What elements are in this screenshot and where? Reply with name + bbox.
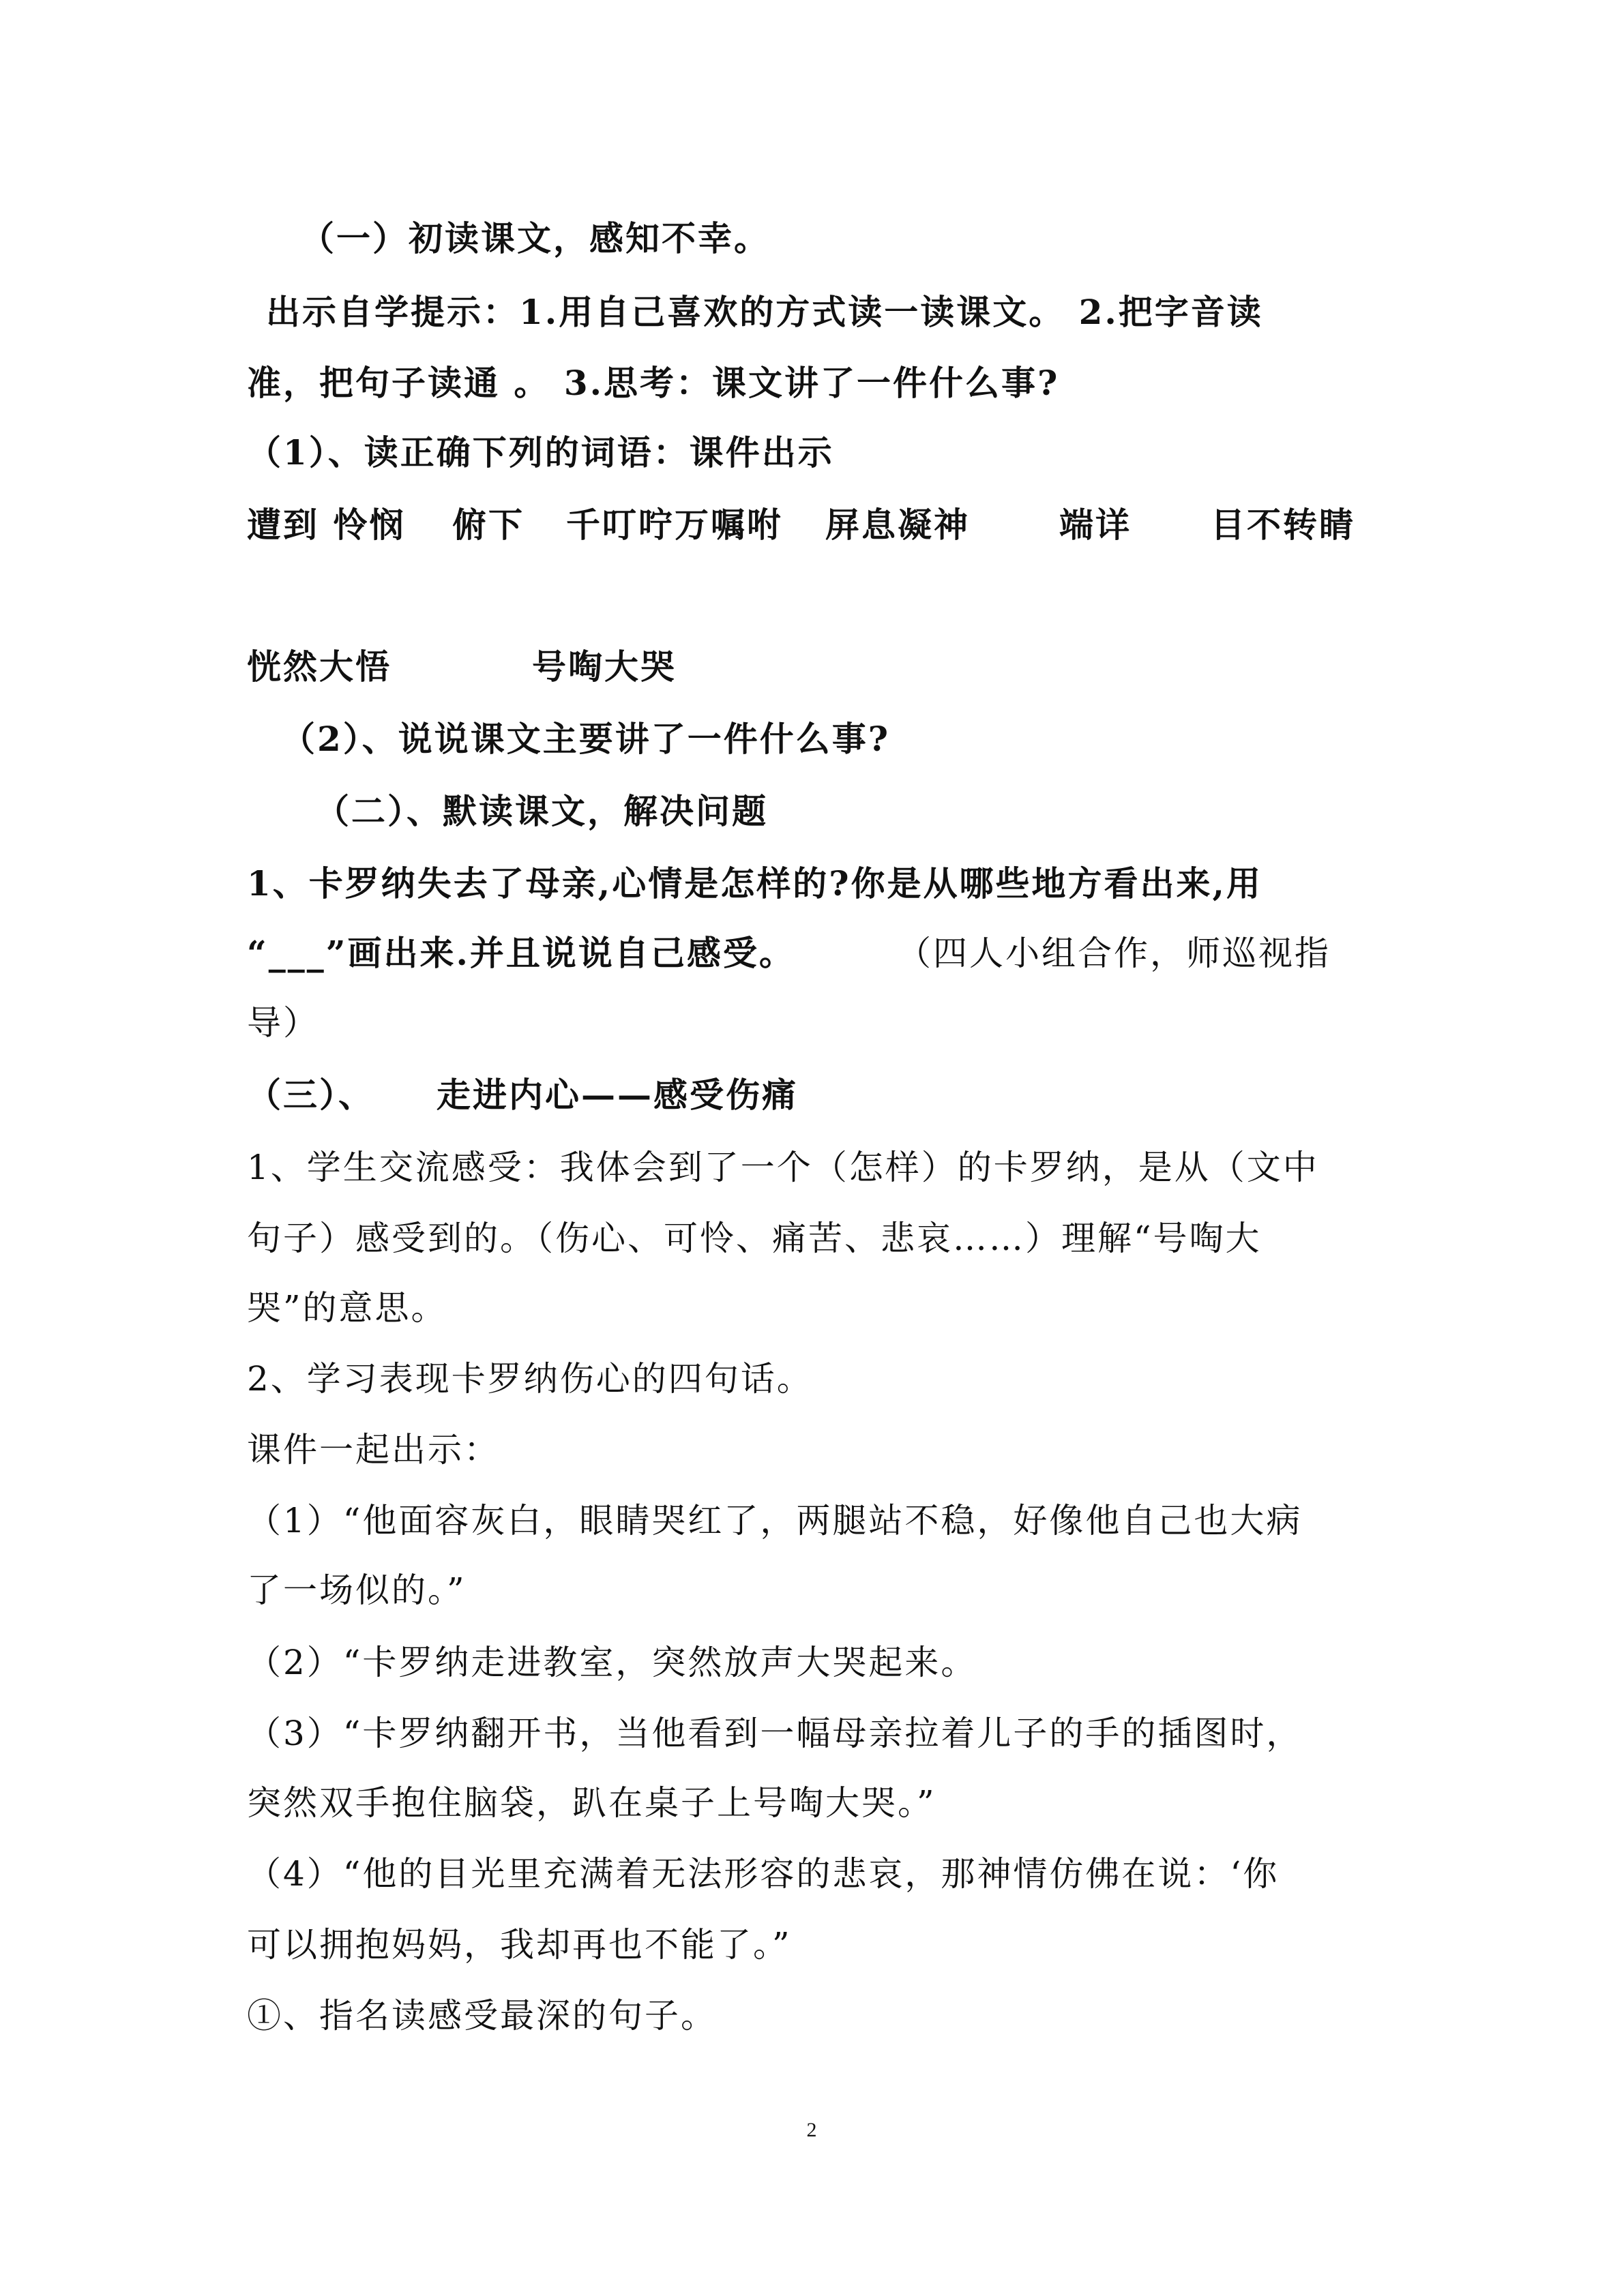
paragraph-line: （四人小组合作，师巡视指	[897, 934, 1331, 973]
paragraph-line: 准，把句子读通 。 3.思考：课文讲了一件什么事?	[247, 363, 1060, 403]
paragraph-line: （1）、读正确下列的词语：课件出示	[247, 432, 834, 473]
vocab-word: 目不转睛	[1211, 505, 1355, 545]
paragraph-line: ①、指名读感受最深的句子。	[247, 1996, 717, 2036]
vocab-word: 遭到 怜悯	[247, 505, 406, 545]
quote-line: 了一场似的。”	[247, 1570, 467, 1610]
vocab-word: 俯下	[452, 505, 525, 545]
paragraph-line: （2）、说说课文主要讲了一件什么事?	[281, 719, 891, 759]
quote-line: 突然双手抱住脑袋，趴在桌子上号啕大哭。”	[247, 1783, 936, 1823]
vocab-word: 恍然大悟	[247, 646, 392, 687]
quote-line: 可以拥抱妈妈，我却再也不能了。”	[247, 1925, 792, 1965]
vocab-word: 号啕大哭	[532, 646, 677, 687]
paragraph-line: 句子）感受到的。（伤心、可怜、痛苦、悲哀……）理解“号啕大	[247, 1219, 1262, 1258]
section-heading-3: 走进内心——感受伤痛	[437, 1075, 798, 1115]
quote-line: （1）“他面容灰白，眼睛哭红了，两腿站不稳，好像他自己也大病	[247, 1501, 1303, 1540]
paragraph-line: “___”画出来.并且说说自己感受。	[247, 933, 795, 973]
paragraph-line: 2、学习表现卡罗纳伤心的四句话。	[247, 1359, 813, 1399]
paragraph-line: 课件一起出示：	[247, 1430, 500, 1470]
paragraph-line: 哭”的意思。	[247, 1288, 447, 1328]
quote-line: （2）“卡罗纳走进教室，突然放声大哭起来。	[247, 1643, 977, 1682]
paragraph-line: 1、卡罗纳失去了母亲,心情是怎样的?你是从哪些地方看出来,用	[247, 863, 1263, 904]
vocab-word: 端详	[1059, 505, 1132, 545]
paragraph-line: 出示自学提示：1.用自己喜欢的方式读一读课文。 2.把字音读	[266, 292, 1263, 332]
paragraph-line: 导）	[247, 1003, 319, 1043]
quote-line: （3）“卡罗纳翻开书，当他看到一幅母亲拉着儿子的手的插图时，	[247, 1714, 1303, 1753]
section-heading-2: （二）、默读课文，解决问题	[315, 791, 768, 831]
page-number: 2	[806, 2119, 817, 2141]
section-heading-3-number: （三）、	[247, 1075, 374, 1115]
section-heading-1: （一）初读课文，感知不幸。	[300, 218, 770, 258]
quote-line: （4）“他的目光里充满着无法形容的悲哀，那神情仿佛在说：‘你	[247, 1854, 1280, 1894]
vocab-word: 千叮咛万嘱咐	[566, 505, 783, 545]
vocab-word: 屏息凝神	[825, 505, 970, 545]
paragraph-line: 1、学生交流感受：我体会到了一个（怎样）的卡罗纳，是从（文中	[247, 1148, 1319, 1187]
